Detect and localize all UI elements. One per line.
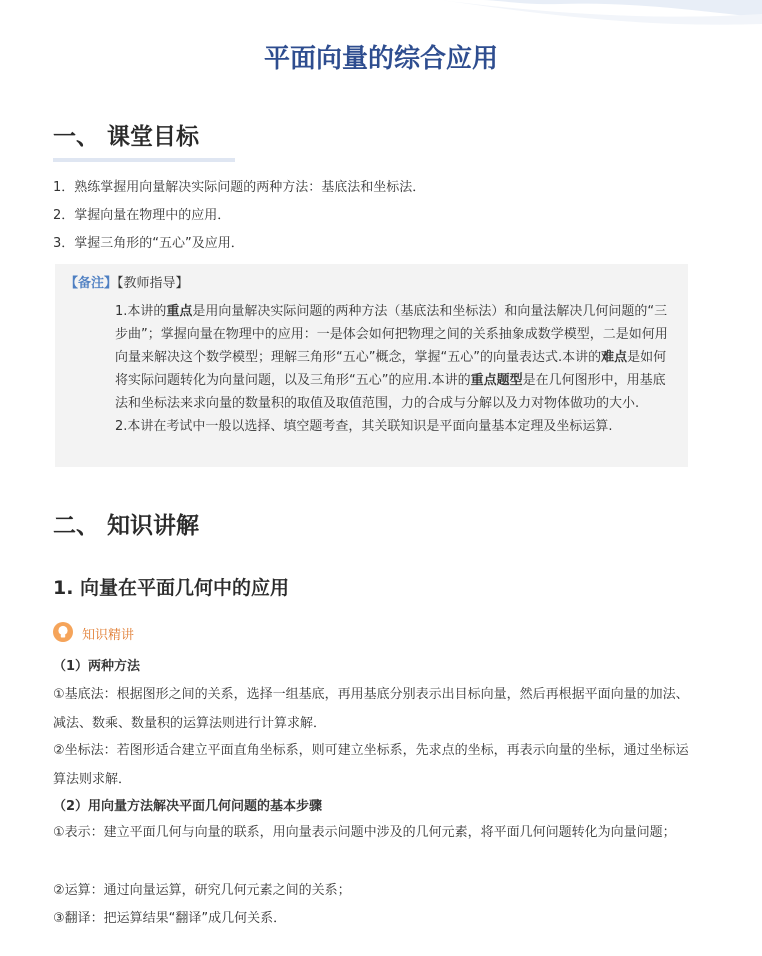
method-coordinate: ②坐标法：若图形适合建立平面直角坐标系，则可建立坐标系，先求点的坐标，再表示向量的坐标，通过坐标运算法则求解． [53, 743, 689, 787]
top-wave-decoration [0, 0, 762, 30]
steps-title: （2）用向量方法解决平面几何问题的基本步骤 [53, 799, 323, 814]
note-paragraph-1 [115, 300, 670, 415]
method-basis: ①基底法：根据图形之间的关系，选择一组基底，再用基底分别表示出目标向量，然后再根据平面向量的加法、减法、数乘、数量积的运算法则进行计算求解． [53, 687, 689, 731]
note-text: 是如何将实际问题转化为向量问题，以及三角形“五心”的应用.本讲的 [115, 350, 667, 388]
tip-label: 知识精讲 [82, 628, 135, 643]
subsection-heading: 1. 向量在平面几何中的应用 [53, 577, 290, 599]
section-heading-goals: 一、 课堂目标 [53, 124, 200, 150]
note-text: 是用向量解决实际问题的两种方法（基底法和坐标法）和向量法解决几何问题的“三步曲”；掌握向量在物理中的应用：一是体会如何把物理之间的关系抽象成数学模型，二是如何用向量来解决这个数学模型；理解三角形“五心”概念，掌握“五心”的向量表达式.本讲的 [115, 304, 668, 365]
section-underline [53, 158, 235, 162]
lightbulb-icon [53, 622, 73, 642]
step-represent: ①表示：建立平面几何与向量的联系，用向量表示问题中涉及的几何元素，将平面几何问题转化为向量问题； [53, 825, 676, 840]
teacher-note-box [55, 264, 688, 467]
note-paragraph-2: 2.本讲在考试中一般以选择、填空题考查，其关联知识是平面向量基本定理及坐标运算. [115, 419, 613, 434]
step-compute: ②运算：通过向量运算，研究几何元素之间的关系； [53, 883, 351, 898]
note-emphasis: 重点题型 [470, 373, 523, 388]
note-tag: 【备注】 [65, 276, 118, 291]
method-title: （1）两种方法 [53, 659, 141, 674]
step-translate: ③翻译：把运算结果“翻译”成几何关系． [53, 911, 287, 926]
note-lead: 【教师指导】 [117, 276, 189, 291]
note-header [65, 276, 189, 292]
note-emphasis: 重点 [166, 304, 193, 319]
note-emphasis: 难点 [601, 350, 628, 365]
note-text: 1.本讲的 [115, 304, 167, 319]
note-body [115, 300, 670, 438]
goal-item-3: 3．掌握三角形的“五心”及应用． [53, 236, 244, 251]
note-text: 是在几何图形中，用基底法和坐标法来求向量的数量积的取值及取值范围，力的合成与分解以及力对物体做功的大小. [115, 373, 666, 411]
section-heading-knowledge: 二、 知识讲解 [53, 513, 200, 539]
page-title: 平面向量的综合应用 [263, 44, 498, 74]
goal-item-1: 1．熟练掌握用向量解决实际问题的两种方法：基底法和坐标法． [53, 180, 426, 195]
goal-item-2: 2．掌握向量在物理中的应用． [53, 208, 231, 223]
